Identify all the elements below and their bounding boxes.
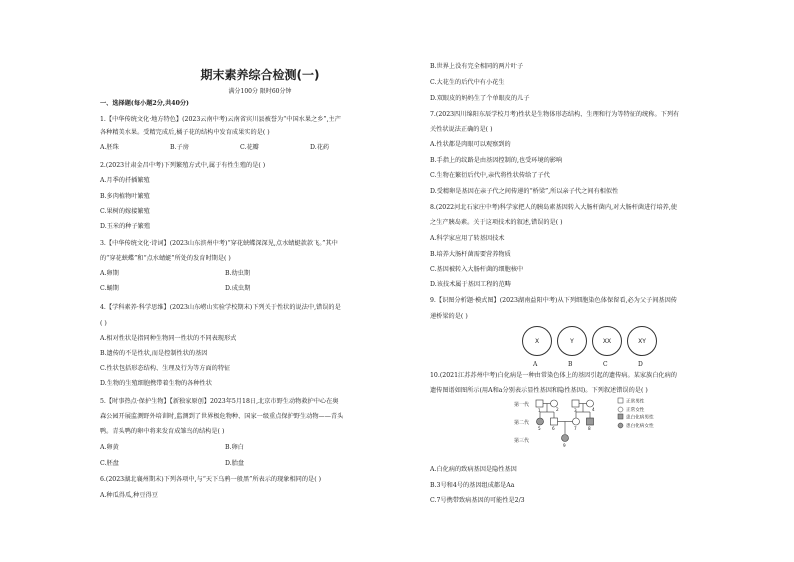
q4-line2: ( ) [100, 320, 107, 327]
q8-option-c[interactable]: C.基因被转入大肠杆菌的细胞核中 [430, 266, 524, 273]
q8-line1: 8.(2022河北石家庄中考)科学家把人的胰岛素基因转入大肠杆菌内,对大肠杆菌进行培养,使 [430, 204, 677, 211]
q5-line3: 鸭。青头鸭的卵中将来发育成雏鸟的结构是( ) [100, 428, 225, 435]
cell-a-label: A [533, 361, 538, 368]
q4-option-d[interactable]: D.生物的生殖细胞携带着生物的各种性状 [100, 380, 212, 387]
q1-option-d[interactable]: D.花药 [310, 144, 330, 151]
svg-text:7: 7 [574, 426, 577, 431]
q8-line2: 之生产胰岛素。关于这项技术的叙述,错误的是( ) [430, 219, 563, 226]
q1-option-a[interactable]: A.胚珠 [100, 144, 119, 151]
q7-option-b[interactable]: B.手指上的纹路是由基因控制的,也受环境的影响 [430, 157, 563, 164]
ind-5 [537, 418, 544, 425]
q7-option-a[interactable]: A.性状都是肉眼可以观察到的 [430, 141, 511, 148]
exam-title: 期末素养综合检测(一) [200, 68, 320, 82]
ind-4 [587, 400, 594, 407]
svg-text:2: 2 [556, 407, 559, 412]
q8-option-d[interactable]: D.该技术属于基因工程的范畴 [430, 281, 511, 288]
q3-line1: 3.【中华传统文化·诗词】(2023山东滨州中考)“穿花蛱蝶深深见,点水蜻蜓款款飞。”其中 [100, 240, 338, 247]
q6-stem: 6.(2023湖北襄州期末)下列各项中,与“天下乌鸦一般黑”所表示的现象相同的是( ) [100, 476, 322, 483]
q10-line1: 10.(2021江苏苏州中考)白化病是一种由常染色体上的基因引起的遗传病。某家族白化病的 [430, 372, 677, 379]
svg-text:1: 1 [538, 408, 541, 413]
cell-b-text: Y [570, 337, 574, 345]
legend-normal-female: 正常女性 [626, 408, 645, 413]
legend-normal-male: 正常男性 [626, 399, 645, 405]
q9-line2: 递桥梁的是( ) [430, 313, 468, 320]
q2-stem: 2.(2023甘肃金昌中考)下列繁殖方式中,属于有性生殖的是( ) [100, 162, 266, 169]
q7-line1: 7.(2023四川绵阳东辰学校月考)性状是生物体形态结构、生理和行为等特征的统称。下列有 [430, 111, 680, 118]
q9-line1: 9.【识图分析题·模式图】(2023湖南益阳中考)从下列细胞染色体保留看,必为父子间基因传 [430, 297, 677, 304]
q5-line2: 森公园开展监测野外培训时,监测到了世界极危物种、国家一级重点保护野生动物——青头 [100, 413, 344, 420]
ind-7 [573, 418, 580, 425]
q4-option-c[interactable]: C.性状包括形态结构、生理及行为等方面的特征 [100, 365, 231, 372]
ind-2 [551, 400, 558, 407]
q1-line1: 1.【中华传统文化·地方特色】(2023云南中考)云南省宾川县被誉为“中国水果之乡”,主产 [100, 116, 341, 123]
gen-1-label: 第一代 [514, 402, 530, 408]
pedigree-diagram [514, 396, 679, 454]
svg-text:3: 3 [574, 408, 577, 413]
q5-option-a[interactable]: A.卵黄 [100, 444, 119, 451]
q1-option-c[interactable]: C.花瓣 [240, 144, 259, 151]
q3-line2: 的“穿花蛱蝶”和“点水蜻蜓”所处的发育时期是( ) [100, 255, 231, 262]
cell-b-label: B [568, 361, 573, 368]
q5-option-b[interactable]: B.卵白 [225, 444, 244, 451]
ind-6 [551, 418, 558, 425]
q10-option-c[interactable]: C.7号携带致病基因的可能性是2/3 [430, 497, 525, 504]
ind-1 [536, 400, 543, 407]
q8-option-b[interactable]: B.培养大肠杆菌需要营养物质 [430, 251, 511, 258]
cell-c-text: XX [602, 337, 612, 345]
cell-c-label: C [603, 361, 608, 368]
q7-line2: 关性状说法正确的是( ) [430, 126, 493, 133]
svg-text:4: 4 [592, 407, 595, 412]
q10-option-a[interactable]: A.白化病的致病基因是隐性基因 [430, 466, 517, 473]
q7-option-c[interactable]: C.生物在繁衍后代中,亲代将性状传给了子代 [430, 172, 550, 179]
svg-text:9: 9 [563, 443, 566, 448]
svg-text:8: 8 [588, 426, 591, 431]
q1-option-b[interactable]: B.子房 [170, 144, 189, 151]
q4-line1: 4.【学科素养·科学思维】(2023山东崂山实验学校期末)下列关于性状的说法中,错误的是 [100, 304, 341, 311]
svg-text:6: 6 [552, 426, 555, 431]
q10-option-b[interactable]: B.3号和4号的基因组成都是Aa [430, 482, 515, 489]
cell-a-text: X [534, 337, 540, 345]
q2-option-a[interactable]: A.月季的扦插繁殖 [100, 177, 150, 184]
ind-9 [562, 435, 569, 442]
q6-option-a[interactable]: A.种瓜得瓜,种豆得豆 [100, 492, 158, 499]
gen-3-label: 第三代 [514, 438, 530, 444]
q5-option-c[interactable]: C.胚盘 [100, 460, 119, 467]
q4-option-a[interactable]: A.相对性状是指同种生物同一性状的不同表现形式 [100, 335, 237, 342]
gen-2-label: 第二代 [514, 420, 530, 426]
section-heading: 一、选择题(每小题2分,共40分) [100, 100, 189, 107]
q2-option-b[interactable]: B.多肉植物叶繁殖 [100, 193, 150, 200]
q1-line2: 各种精美水果。受精完成后,橘子花的结构中发育成果实的是( ) [100, 129, 270, 136]
svg-text:5: 5 [538, 426, 541, 431]
cell-d-label: D [638, 361, 643, 368]
q5-line1: 5.【时事热点·保护生物】【新独家原创】2023年5月18日,北京市野生动物救护中心在奥 [100, 398, 339, 405]
q3-option-b[interactable]: B.幼虫期 [225, 270, 251, 277]
cell-d[interactable] [627, 326, 657, 356]
q2-option-c[interactable]: C.果树的嫁接繁殖 [100, 208, 150, 215]
q3-option-a[interactable]: A.卵期 [100, 270, 119, 277]
q5-option-d[interactable]: D.胎盘 [225, 460, 245, 467]
exam-subtitle: 满分100分 限时60分钟 [228, 88, 292, 95]
q4-option-b[interactable]: B.遗传的不是性状,而是控制性状的基因 [100, 350, 208, 357]
legend-albino-male: 患白化病男性 [626, 415, 654, 421]
legend-albino-female: 患白化病女性 [626, 424, 654, 429]
q6-option-b[interactable]: B.世界上没有完全相同的两片叶子 [430, 63, 524, 70]
q6-option-c[interactable]: C.大花生的后代中有小花生 [430, 79, 505, 86]
cell-d-text: XY [638, 337, 646, 345]
q6-option-d[interactable]: D.双眼皮的妈妈生了个单眼皮的儿子 [430, 95, 530, 102]
ind-8 [587, 418, 594, 425]
cell-a[interactable] [522, 326, 552, 356]
q8-option-a[interactable]: A.科学家应用了转基因技术 [430, 235, 505, 242]
q3-option-c[interactable]: C.蛹期 [100, 285, 119, 292]
q7-option-d[interactable]: D.受精卵是基因在亲子代之间传递的“桥梁”,所以亲子代之间有相似性 [430, 188, 619, 195]
cell-b[interactable] [557, 326, 587, 356]
ind-3 [572, 400, 579, 407]
q3-option-d[interactable]: D.成虫期 [225, 285, 251, 292]
q10-line2: 遗传图谱如图所示(用A和a分别表示显性基因和隐性基因)。下列叙述错误的是( ) [430, 387, 648, 394]
cell-c[interactable] [592, 326, 622, 356]
q2-option-d[interactable]: D.玉米的种子繁殖 [100, 223, 151, 230]
